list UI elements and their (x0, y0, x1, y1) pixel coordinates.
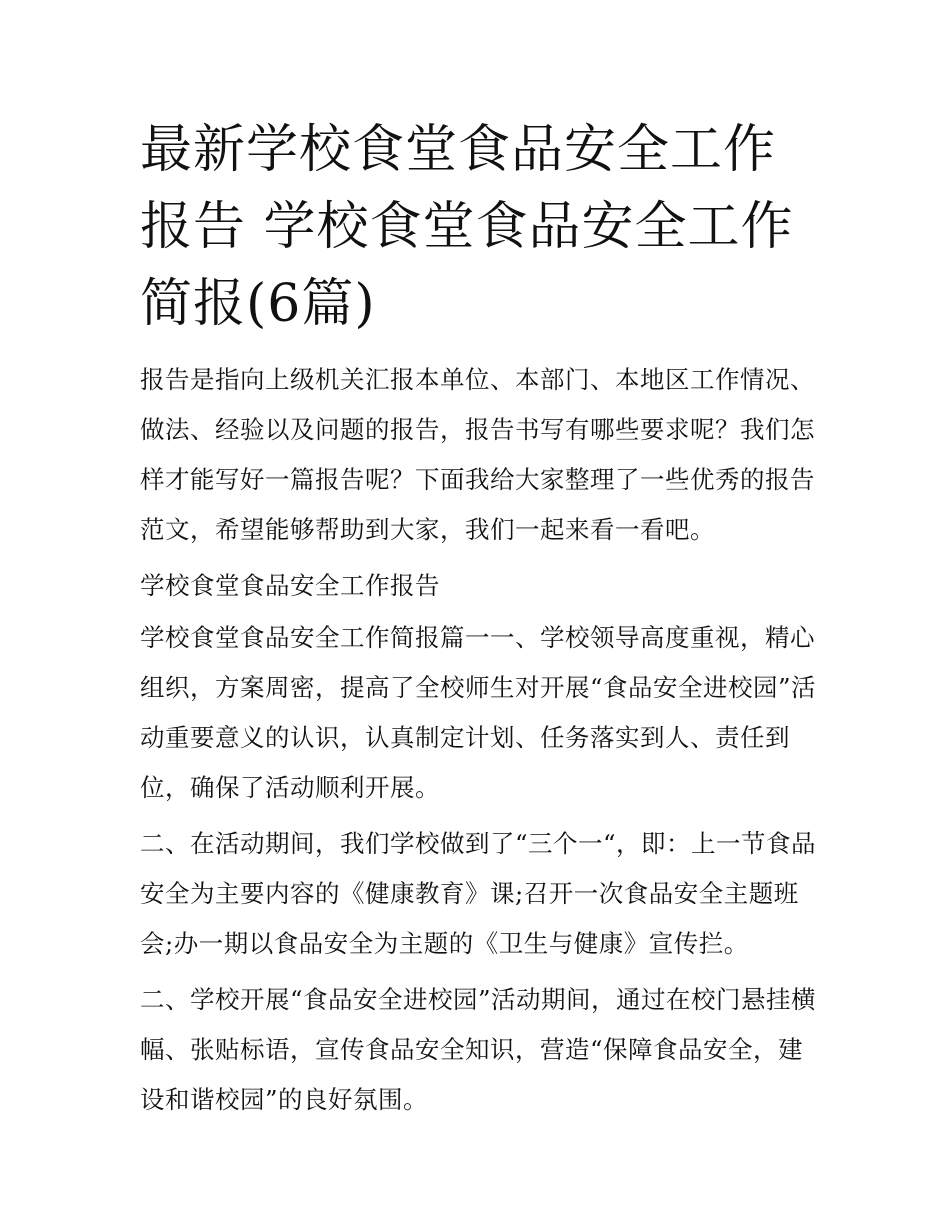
body-paragraph: 二、在活动期间，我们学校做到了“三个一“，即：上一节食品安全为主要内容的《健康教育》课;召开一次食品安全主题班会;办一期以食品安全为主题的《卫生与健康》宣传拦。 (140, 829, 817, 958)
document-body (140, 355, 820, 1131)
body-paragraph: 二、学校开展“食品安全进校园”活动期间，通过在校门悬挂横幅、张贴标语，宣传食品安全知识，营造“保障食品安全，建设和谐校园”的良好氛围。 (140, 985, 817, 1114)
document-title: 最新学校食堂食品安全工作报告 学校食堂食品安全工作简报(6篇) (140, 120, 794, 334)
body-paragraph: 学校食堂食品安全工作简报篇一一、学校领导高度重视，精心组织，方案周密，提高了全校师生对开展“食品安全进校园”活动重要意义的认识，认真制定计划、任务落实到人、责任到位，确保了活动顺利开展。 (140, 623, 817, 802)
intro-paragraph: 报告是指向上级机关汇报本单位、本部门、本地区工作情况、做法、经验以及问题的报告，报告书写有哪些要求呢？我们怎样才能写好一篇报告呢？下面我给大家整理了一些优秀的报告范文，希望能够帮助到大家，我们一起来看一看吧。 (140, 365, 815, 544)
section-heading: 学校食堂食品安全工作报告 (140, 571, 440, 600)
